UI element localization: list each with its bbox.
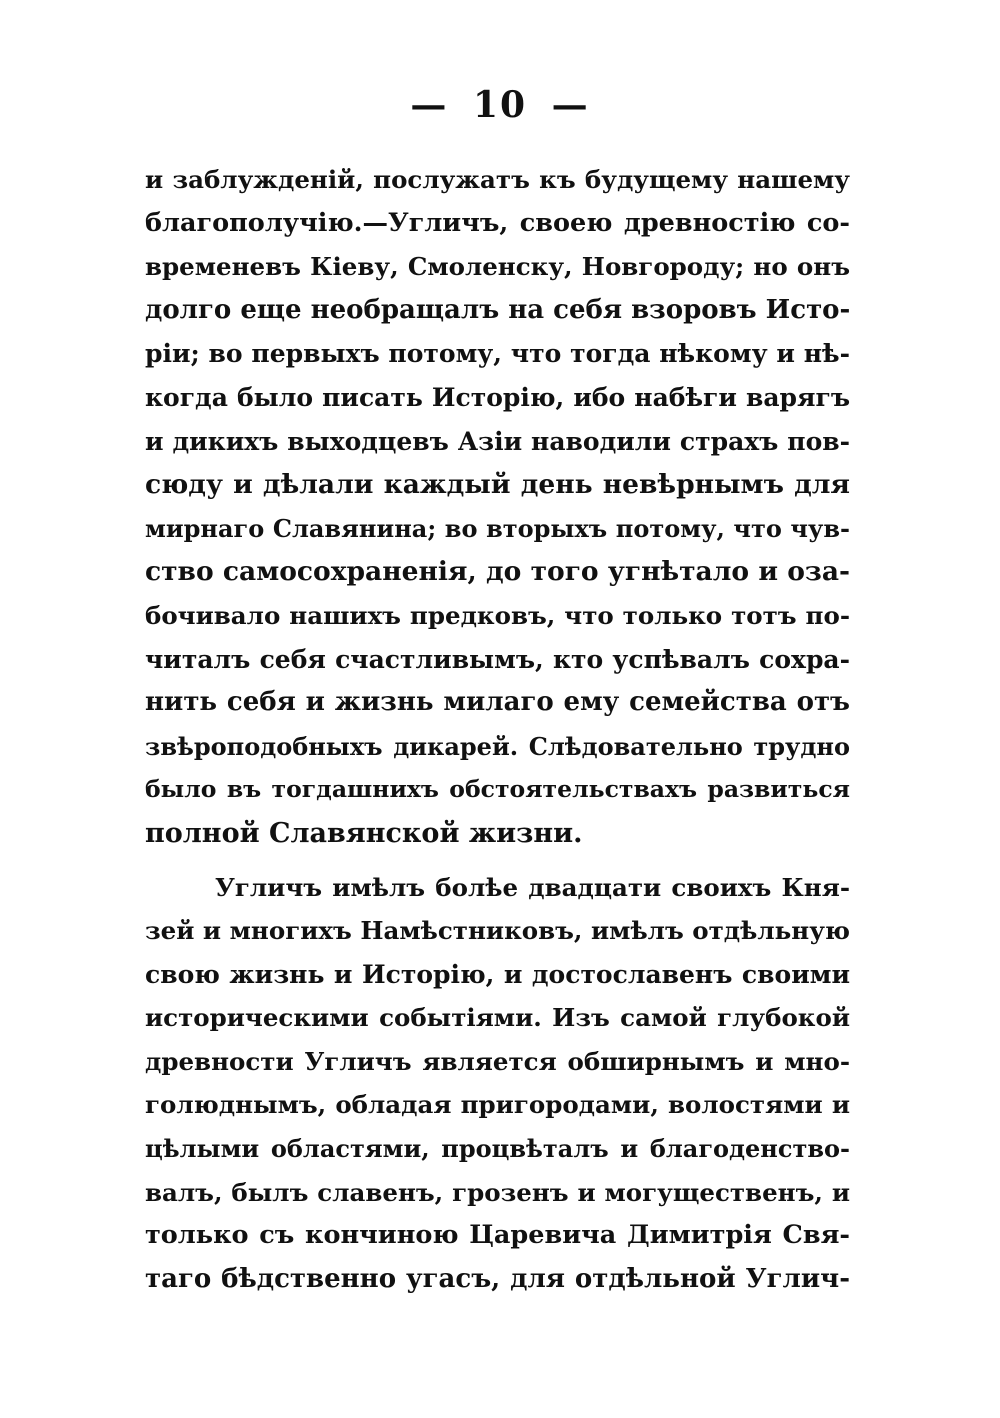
text-line: благополучію.—Угличъ, своею древностію со- — [145, 207, 850, 238]
page-header — [0, 84, 1000, 126]
paragraph-1 — [145, 158, 850, 856]
page-body — [145, 158, 850, 1301]
text-line: свою жизнь и Исторію, и достославенъ своими — [145, 959, 850, 989]
text-line: когда было писать Исторію, ибо набѣги варягъ — [145, 382, 850, 412]
paragraph-gap — [145, 856, 850, 866]
text-line: таго бѣдственно угасъ, для отдѣльной Углич- — [145, 1263, 850, 1294]
text-line: долго еще необращалъ на себя взоровъ Исто- — [145, 294, 851, 325]
text-line: мирнаго Славянина; во вторыхъ потому, что чув- — [145, 513, 850, 543]
header-dash-left: — — [410, 84, 449, 126]
text-line: зей и многихъ Намѣстниковъ, имѣлъ отдѣльную — [145, 916, 850, 946]
text-line: сюду и дѣлали каждый день невѣрнымъ для — [145, 469, 850, 501]
text-line: было въ тогдашнихъ обстоятельствахъ развиться — [145, 775, 850, 804]
text-line: Угличъ имѣлъ болѣе двадцати своихъ Кня- — [215, 872, 850, 902]
text-line: и заблужденій, послужатъ къ будущему нашему — [145, 165, 850, 194]
text-line: голюднымъ, обладая пригородами, волостями и — [145, 1090, 850, 1120]
header-dash-right: — — [551, 84, 590, 126]
text-line: читалъ себя счастливымъ, кто успѣвалъ сохра- — [145, 644, 850, 674]
text-line: нить себя и жизнь милаго ему семейства отъ — [145, 687, 850, 718]
text-line: только съ кончиною Царевича Димитрія Свя- — [145, 1220, 850, 1251]
text-line: ріи; во первыхъ потому, что тогда нѣкому и нѣ- — [145, 339, 850, 369]
text-line: древности Угличъ является обширнымъ и мно- — [145, 1046, 850, 1076]
text-line: звѣроподобныхъ дикарей. Слѣдовательно трудно — [145, 731, 850, 761]
text-line: бочивало нашихъ предковъ, что только тотъ по- — [145, 600, 850, 630]
text-line: и дикихъ выходцевъ Азіи наводили страхъ пов- — [145, 426, 850, 456]
paragraph-2 — [145, 866, 850, 1302]
text-line: ство самосохраненія, до того угнѣтало и оза- — [145, 556, 850, 588]
text-line: цѣлыми областями, процвѣталъ и благоденство- — [145, 1134, 850, 1164]
text-line: валъ, былъ славенъ, грозенъ и могущественъ, и — [145, 1177, 850, 1207]
text-line: полной Славянской жизни. — [145, 817, 583, 849]
page-number: 10 — [472, 84, 528, 126]
text-line: историческими событіями. Изъ самой глубокой — [145, 1003, 850, 1033]
text-line: временевъ Кіеву, Смоленску, Новгороду; но онъ — [145, 252, 850, 282]
